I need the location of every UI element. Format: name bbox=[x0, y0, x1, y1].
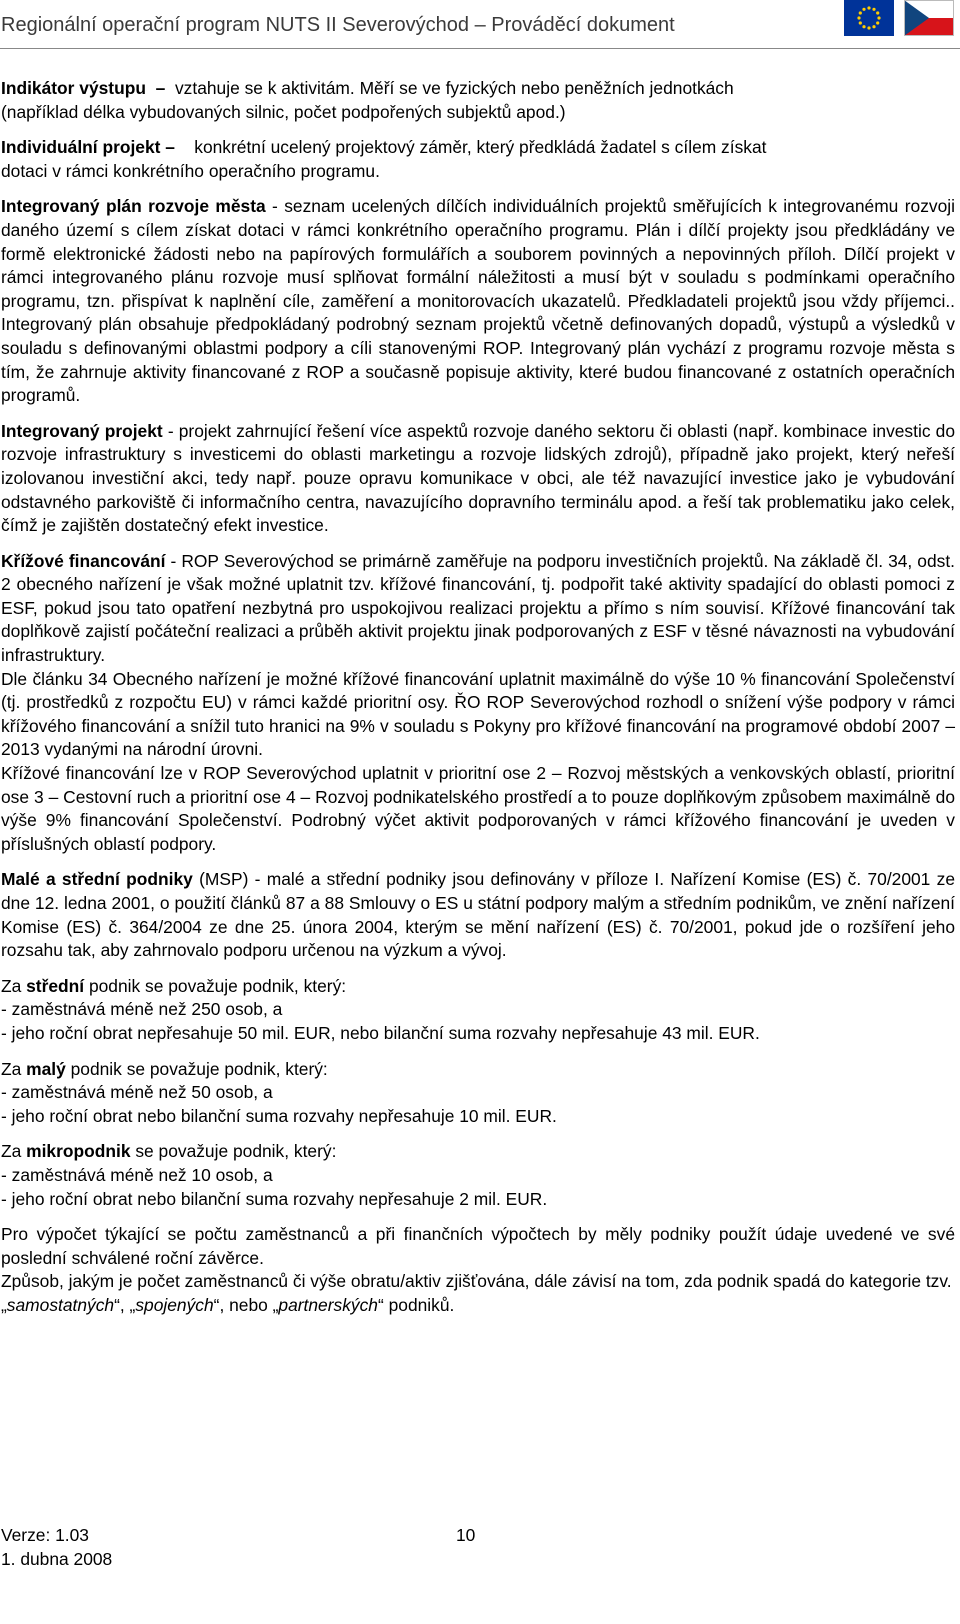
text: “ podniků. bbox=[377, 1294, 455, 1315]
term-individualni-projekt: Individuální projekt – bbox=[1, 137, 175, 158]
term-partnerskych: partnerských bbox=[278, 1294, 378, 1315]
term-samostatnych: samostatných bbox=[6, 1294, 115, 1315]
term-integrovany-projekt: Integrovaný projekt bbox=[1, 420, 163, 441]
definition-indikator-vystupu bbox=[1, 77, 955, 124]
text: “, nebo „ bbox=[213, 1294, 279, 1315]
page-header bbox=[0, 0, 960, 46]
definition-individualni-projekt bbox=[1, 136, 955, 183]
definition-text: dotaci v rámci konkrétního operačního programu. bbox=[1, 160, 380, 181]
footer-date: 1. dubna 2008 bbox=[1, 1548, 113, 1569]
paragraph: Pro výpočet týkající se počtu zaměstnanců a při finančních výpočtech by měly podniky použít údaje uvedené ve své poslední schválené roční závěrce. bbox=[1, 1224, 955, 1268]
definition-text: (například délka vybudovaných silnic, počet podpořených subjektů apod.) bbox=[1, 101, 566, 122]
text: Za bbox=[1, 1058, 27, 1079]
list-item: - zaměstnává méně než 250 osob, a bbox=[1, 999, 283, 1020]
text: “, „ bbox=[114, 1294, 136, 1315]
term-spojenych: spojených bbox=[135, 1294, 214, 1315]
czech-flag-icon bbox=[904, 0, 954, 36]
definition-text: - ROP Severovýchod se primárně zaměřuje na podporu investičních projektů. Na základě čl. 34, odst. 2 obecného nařízení je však možné uplatnit tzv. křížové financování, tj. podpořit také aktivity spadající do oblasti pomoci z ESF, pokud jsou tato opatření nezbytná pro uspokojivou realizaci projektu a přímo s ním souvisí. Křížové financování tak doplňkově zajistí počáteční realizaci a průběh aktivit projektu jinak podporovaných z ESF v těsné návaznosti na vybudování infrastruktury. bbox=[1, 550, 955, 666]
definition-text: (MSP) - malé a střední podniky jsou definovány v příloze I. Nařízení Komise (ES) č. 70/2001 ze dne 12. ledna 2001, o použití článků 87 a 88 Smlouvy o ES u státní podpory malým a středním podnikům, ve znění nařízení Komise (ES) č. 364/2004 ze dne 25. února 2004, kterým se mění nařízení (ES) č. 70/2001, pokud jde o rozšíření jeho rozsahu tak, aby zahrnovalo podporu určenou na výzkum a vývoj. bbox=[1, 869, 956, 961]
term-msp: Malé a střední podniky bbox=[1, 869, 193, 890]
text: Způsob, jakým je počet zaměstnanců či výše obratu/aktiv zjišťována, dále závisí na tom, zda podnik spadá do kategorie tzv. „ bbox=[1, 1271, 952, 1315]
term-dash: – bbox=[155, 78, 166, 98]
list-item: - jeho roční obrat nebo bilanční suma rozvahy nepřesahuje 2 mil. EUR. bbox=[1, 1188, 548, 1209]
text: podnik se považuje podnik, který: bbox=[65, 1058, 328, 1079]
text: se považuje podnik, který: bbox=[130, 1141, 337, 1162]
term-maly: malý bbox=[26, 1058, 66, 1079]
definition-stredni-podnik bbox=[1, 975, 955, 1046]
header-divider bbox=[0, 48, 960, 49]
paragraph: Křížové financování lze v ROP Severovýchod uplatnit v prioritní ose 2 – Rozvoj městských a venkovských oblastí, prioritní ose 3 – Cestovní ruch a prioritní ose 4 – Rozvoj podnikatelského prostředí a to pouze doplňkovým způsobem maximálně do výše 9% financování Společenství. Podrobný výčet aktivit podporovaných v rámci křížového financování je uveden v příslušných oblastí podpory. bbox=[1, 763, 955, 854]
term-krizove-financovani: Křížové financování bbox=[1, 550, 166, 571]
definition-text: - projekt zahrnující řešení více aspektů rozvoje daného sektoru či oblasti (např. kombinace investic do rozvoje infrastruktury s investicemi do oblasti marketingu a rozvoje lidských zdrojů), případně jako projekt, který neřeší izolovanou investiční akci, tedy např. pouze opravu komunikace v obci, ale též navazující investice jako je vybudování odstavného parkoviště či informačního centra, navazujícího dopravního terminálu apod. a řeší tak problematiku jako celek, čímž je zajištěn dostatečný efekt investice. bbox=[1, 420, 955, 536]
definition-mikropodnik bbox=[1, 1140, 955, 1211]
page-number: 10 bbox=[456, 1525, 476, 1545]
term-mikropodnik: mikropodnik bbox=[26, 1141, 131, 1162]
paragraph: Dle článku 34 Obecného nařízení je možné křížové financování uplatnit maximálně do výše 10 % financování Společenství (tj. prostředků z rozpočtu EU) v rámci každé prioritní osy. ŘO ROP Severovýchod rozhodl o snížení výše podpory v rámci křížového financování a snížil tuto hranici na 9% v souladu s Pokyny pro křížové financování na programové období 2007 – 2013 vydanými na národní úrovni. bbox=[1, 668, 955, 760]
eu-flag-icon bbox=[844, 0, 894, 36]
text: Za bbox=[1, 1141, 27, 1162]
list-item: - zaměstnává méně než 10 osob, a bbox=[1, 1164, 273, 1185]
definition-krizove-financovani bbox=[1, 550, 955, 668]
header-title: Regionální operační program NUTS II Severovýchod – Prováděcí dokument bbox=[1, 14, 675, 36]
term-indikator-vystupu: Indikátor výstupu bbox=[1, 78, 146, 98]
definition-msp bbox=[1, 868, 955, 962]
definition-text: vztahuje se k aktivitám. Měří se ve fyzických nebo peněžních jednotkách bbox=[174, 78, 734, 98]
page-footer bbox=[1, 1524, 112, 1571]
term-stredni: střední bbox=[26, 975, 85, 996]
header-flags bbox=[844, 0, 954, 38]
text: Za bbox=[1, 975, 27, 996]
list-item: - jeho roční obrat nepřesahuje 50 mil. EUR, nebo bilanční suma rozvahy nepřesahuje 43 mil. EUR. bbox=[1, 1022, 760, 1043]
definition-maly-podnik bbox=[1, 1058, 955, 1129]
list-item: - jeho roční obrat nebo bilanční suma rozvahy nepřesahuje 10 mil. EUR. bbox=[1, 1105, 557, 1126]
definition-text: konkrétní ucelený projektový záměr, který předkládá žadatel s cílem získat bbox=[194, 137, 767, 158]
list-item: - zaměstnává méně než 50 osob, a bbox=[1, 1082, 273, 1103]
footer-version: Verze: 1.03 bbox=[1, 1525, 89, 1545]
term-integrovany-plan: Integrovaný plán rozvoje města bbox=[1, 196, 266, 217]
paragraph bbox=[1, 1270, 955, 1317]
definition-integrovany-projekt bbox=[1, 420, 955, 538]
definition-text: - seznam ucelených dílčích individuálních projektů směřujících k integrovanému rozvoji daného území s cílem získat dotaci v rámci konkrétního operačního programu. Plán i dílčí projekty jsou předkládány ve formě elektronické žádosti nebo na papírových formulářích a souborem povinných a nepovinných příloh. Dílčí projekt v rámci integrovaného plánu rozvoje musí splňovat formální náležitosti a musí být v souladu s podmínkami operačního programu, tzn. přispívat k naplnění cíle, zaměření a monitorovacích ukazatelů. Předkladateli projektů jsou vždy příjemci.. Integrovaný plán obsahuje předpokládaný podrobný seznam projektů včetně definovaných dopadů, výstupů a výsledků v souladu s definovanými oblastmi podpory a cíli stanovenými ROP. Integrovaný plán vychází z programu rozvoje města s tím, že zahrnuje aktivity financované z ROP a současně popisuje aktivity, které budou financované z ostatních operačních programů. bbox=[1, 196, 955, 406]
text: podnik se považuje podnik, který: bbox=[84, 975, 347, 996]
definition-integrovany-plan bbox=[1, 195, 955, 407]
document-body bbox=[1, 77, 955, 1318]
